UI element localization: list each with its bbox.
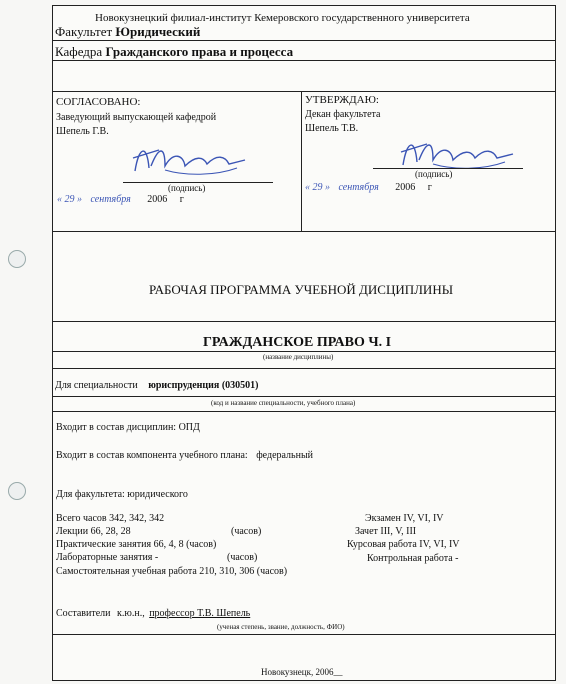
control-work: Контрольная работа -	[367, 553, 459, 564]
exam: Экзамен IV, VI, IV	[365, 513, 444, 524]
hours-total: Всего часов 342, 342, 342	[56, 513, 165, 524]
signature-left-caption: (подпись)	[168, 183, 206, 193]
date-right-day: « 29 »	[305, 182, 330, 193]
component-row	[56, 450, 313, 461]
disciplines-line: Входит в состав дисциплин: ОПД	[56, 422, 200, 433]
date-left	[57, 194, 184, 205]
authors-value: профессор Т.В. Шепель	[149, 608, 251, 619]
component-label: Входит в состав компонента учебного плана:	[56, 450, 248, 461]
divider	[53, 411, 555, 412]
date-left-day: « 29 »	[57, 194, 82, 205]
specialty-value: юриспруденция (030501)	[148, 380, 259, 391]
institution-name: Новокузнецкий филиал-институт Кемеровского государственного университета	[95, 12, 470, 24]
hours-lectures: Лекции 66, 28, 28	[56, 526, 131, 537]
approved-left-title: СОГЛАСОВАНО:	[56, 96, 141, 108]
date-right-suffix: г	[427, 182, 432, 193]
faculty-label: Факультет	[55, 24, 113, 39]
department-value: Гражданского права и процесса	[105, 44, 294, 59]
hours-lab-unit: (часов)	[227, 552, 258, 563]
date-left-year: 2006	[147, 194, 168, 205]
divider	[53, 60, 555, 61]
department-row	[55, 44, 293, 60]
footer-city-year: Новокузнецк, 2006__	[261, 667, 343, 677]
signature-right-caption: (подпись)	[415, 169, 453, 179]
divider	[53, 91, 555, 92]
specialty-line	[53, 396, 555, 397]
date-left-month: сентября	[90, 194, 131, 205]
discipline-line	[53, 351, 555, 352]
discipline-caption: (название дисциплины)	[263, 353, 334, 361]
program-title: РАБОЧАЯ ПРОГРАММА УЧЕБНОЙ ДИСЦИПЛИНЫ	[149, 282, 454, 297]
date-right	[305, 182, 432, 193]
binder-hole-top	[8, 250, 26, 268]
approved-right-role: Декан факультета	[305, 109, 381, 120]
divider	[53, 368, 555, 369]
specialty-label: Для специальности	[55, 380, 138, 391]
specialty-caption: (код и название специальности, учебного плана)	[211, 399, 356, 407]
binder-hole-bottom	[8, 482, 26, 500]
authors-row	[56, 608, 250, 619]
credit: Зачет III, V, III	[355, 526, 417, 537]
authors-degree: к.ю.н.,	[117, 608, 145, 619]
approved-right-name: Шепель Т.В.	[305, 123, 359, 134]
hours-practical: Практические занятия 66, 4, 8 (часов)	[56, 539, 217, 550]
discipline-name: ГРАЖДАНСКОЕ ПРАВО Ч. I	[203, 335, 392, 350]
hours-lectures-unit: (часов)	[231, 526, 262, 537]
approved-left-name: Шепель Г.В.	[56, 126, 109, 137]
approved-right-title: УТВЕРЖДАЮ:	[305, 94, 379, 106]
authors-label: Составители	[56, 608, 111, 619]
faculty-line: Для факультета: юридического	[56, 489, 188, 500]
divider	[53, 231, 555, 232]
hours-independent: Самостоятельная учебная работа 210, 310, 306 (часов)	[56, 566, 288, 577]
divider	[53, 634, 555, 635]
approved-left-role: Заведующий выпускающей кафедрой	[56, 112, 217, 123]
approval-separator	[301, 91, 302, 231]
date-right-month: сентября	[338, 182, 379, 193]
authors-caption: (ученая степень, звание, должность, ФИО)	[217, 623, 345, 631]
divider	[53, 40, 555, 41]
specialty-row	[55, 380, 259, 391]
coursework: Курсовая работа IV, VI, IV	[347, 539, 460, 550]
date-right-year: 2006	[395, 182, 416, 193]
date-left-suffix: г	[179, 194, 184, 205]
faculty-value: Юридический	[115, 24, 201, 39]
signature-left-line	[123, 182, 273, 183]
department-label: Кафедра	[55, 44, 103, 59]
divider	[53, 321, 555, 322]
faculty-row	[55, 24, 200, 40]
signature-right	[393, 130, 523, 180]
signature-left	[125, 136, 255, 186]
hours-lab: Лабораторные занятия -	[56, 552, 159, 563]
document-page	[52, 5, 556, 681]
component-value: федеральный	[256, 450, 314, 461]
